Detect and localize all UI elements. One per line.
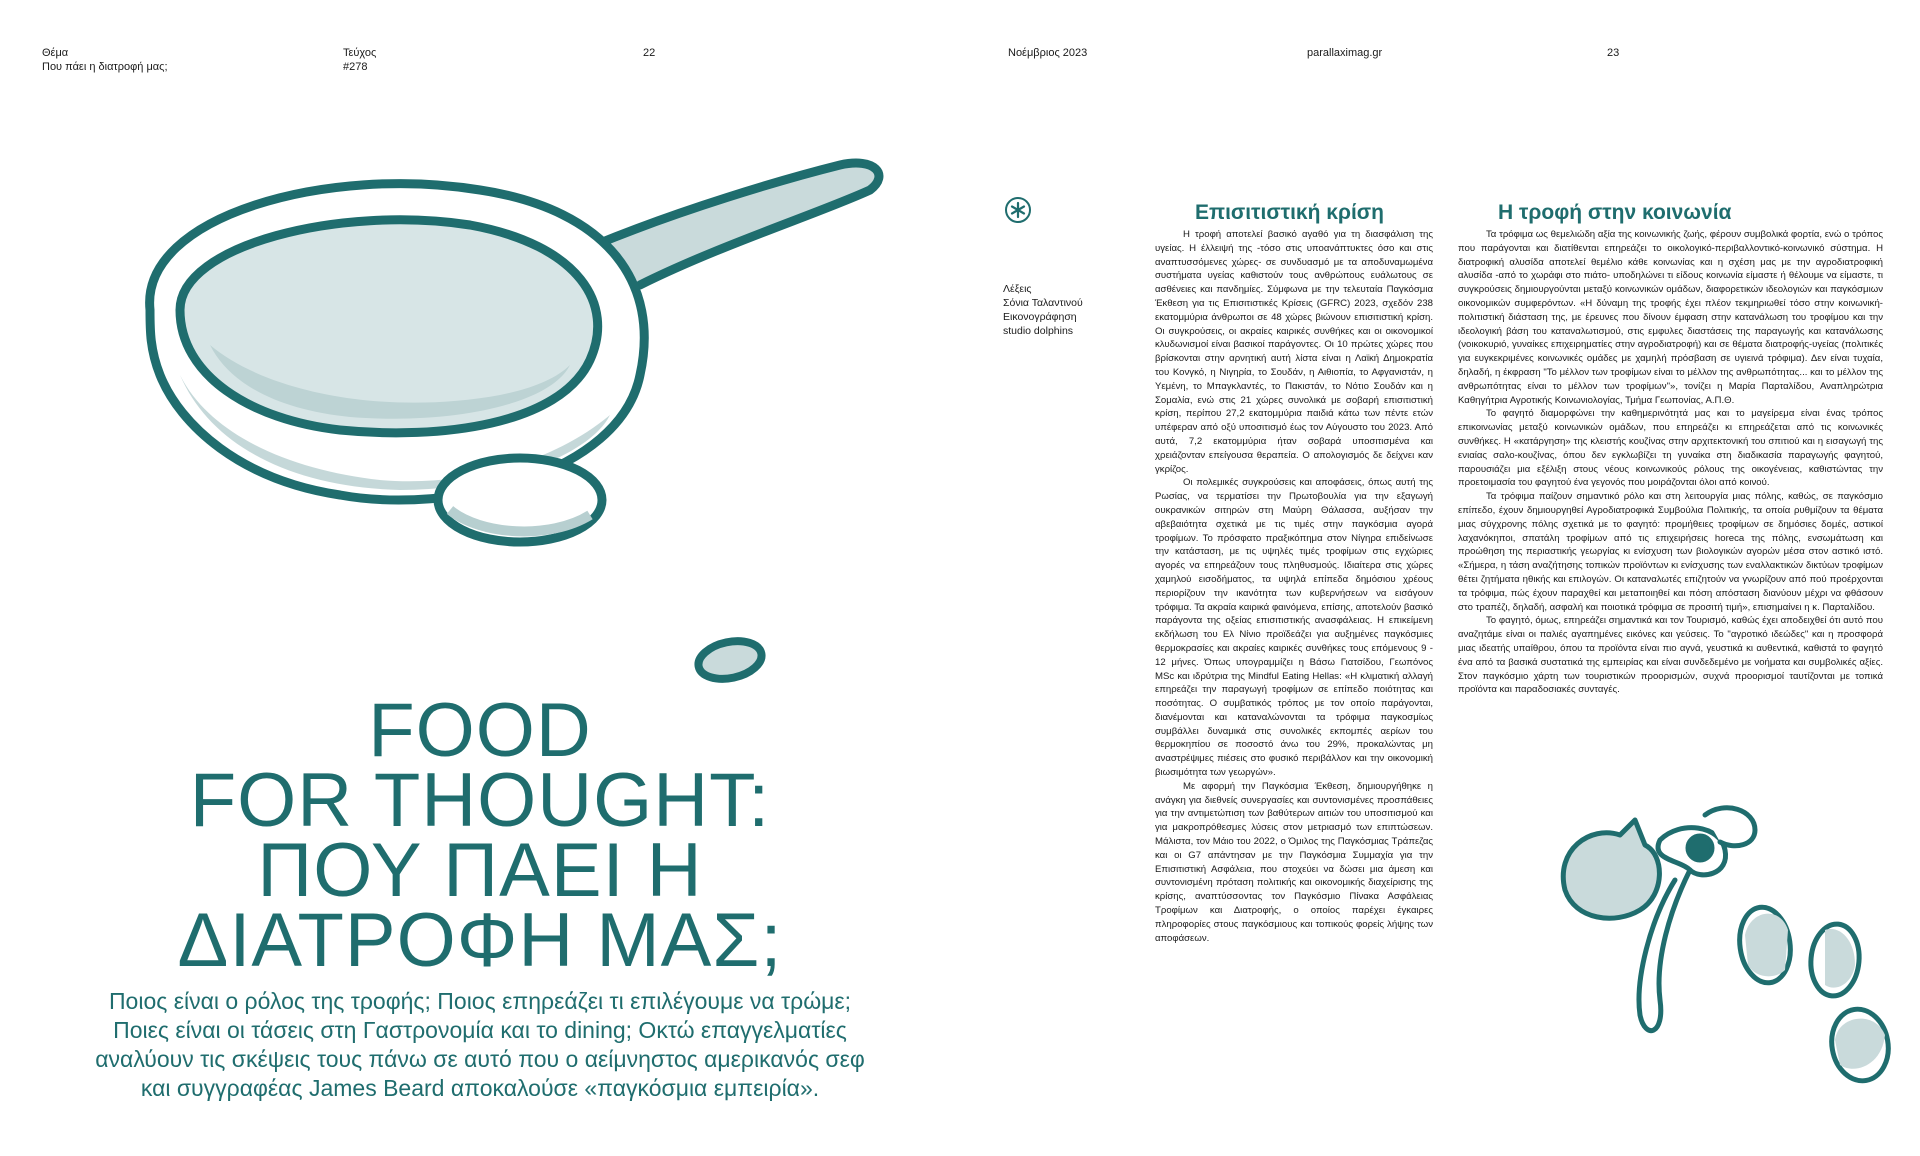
title-line-3: ΠΟΥ ΠΑΕΙ Η — [257, 827, 703, 913]
illustration-label: Εικονογράφηση — [1003, 311, 1077, 323]
issue-number: #278 — [343, 61, 368, 73]
page-number-left: 22 — [643, 47, 656, 59]
standfirst — [40, 987, 920, 1103]
article-column-2 — [1458, 200, 1883, 697]
section-label: Θέμα — [42, 47, 69, 59]
column-2-paragraph: Τα τρόφιμα παίζουν σημαντικό ρόλο και στη λειτουργία μιας πόλης, καθώς, σε παγκόσμιο επίπεδο, έχουν δημιουργηθεί Αγροδιατροφικά Συμβούλια Πολιτικής, τα οποία ρυθμίζουν τα θέματα μιας σύγχρονης πόλης σχετικά με το φαγητό: προμήθειες τροφίμων σε δημόσιες δομές, αστικοί λαχανόκηποι, σπατάλη τροφίμων από τις επιχειρήσεις horeca της πόλης, ενσωμάτωση και προώθηση της περιαστικής γεωργίας κι ενίσχυση των βιολογικών αγορών μέσα στον αστικό ιστό. «Σήμερα, η τάση αναζήτησης τοπικών προϊόντων κι ενίσχυσης των εναλλακτικών δικτύων τροφίμων θέτει ζητήματα ηθικής και επιλογών. Οι καταναλωτές επιζητούν να γνωρίζουν από πού προέρχονται τα τρόφιμα, πώς έχουν παραχθεί και μεταποιηθεί και πόση απόσταση διανύουν μέχρι να φθάσουν στο τραπέζι, δηλαδή, ασφαλή και ποιοτικά τρόφιμα σε προσιτή τιμή», επισημαίνει η κ. Παρταλίδου. — [1458, 491, 1883, 613]
page-title — [60, 687, 900, 983]
column-1-paragraph: Η τροφή αποτελεί βασικό αγαθό για τη διασφάλιση της υγείας. Η έλλειψή της -τόσο στις υποανάπτυκτες όσο και στις αναπτυσσόμενες χώρες- σε συνδυασμό με τα αποδυναμωμένα συστήματα υγείας καθιστούν τους ανθρώπους ευάλωτους σε ασθένειες και πανδημίες. Σύμφωνα με την τελευταία Παγκόσμια Έκθεση για τις Επισιτιστικές Κρίσεις (GFRC) 2023, σχεδόν 238 εκατομμύρια άνθρωποι σε 48 χώρες βιώνουν επισιτιστική κρίση. Οι συγκρούσεις, οι ακραίες καιρικές συνθήκες και οι οικονομικοί κλυδωνισμοί είναι βασικοί παράγοντες. Οι 10 πρώτες χώρες που βρίσκονται στην αρνητική αυτή λίστα είναι η Λαϊκή Δημοκρατία του Κονγκό, η Νιγηρία, το Σουδάν, η Αιθιοπία, το Αφγανιστάν, η Υεμένη, το Μπαγκλαντές, το Πακιστάν, το Νότιο Σουδάν και η Σομαλία, ενώ στις 21 χώρες συνολικά με σοβαρή επισιτιστική κρίση, περίπου 27,2 εκατομμύρια παιδιά κάτω των πέντε ετών υπέφεραν από οξύ υποσιτισμό έως τον Αύγουστο του 2023. Από αυτά, 7,2 εκατομμύρια ήταν σοβαρά υποσιτισμένα και χρειάζονταν επείγουσα θεραπεία. Ο απολογισμός δε δείχνει καν γκρίζος. — [1155, 229, 1433, 475]
title-line-2: FOR THOUGHT: — [189, 757, 771, 843]
title-line-1: FOOD — [368, 687, 592, 773]
author-name: Σόνια Ταλαντινού — [1003, 297, 1083, 309]
header-section — [42, 46, 168, 74]
deck-line-1: Ποιος είναι ο ρόλος της τροφής; Ποιος επηρεάζει τι επιλέγουμε να τρώμε; — [108, 988, 852, 1014]
column-1-paragraph: Με αφορμή την Παγκόσμια Έκθεση, δημιουργήθηκε η ανάγκη για διεθνείς συνεργασίες και συντονισμένες προσπάθειες για την αντιμετώπιση των βαθύτερων αιτιών του υποσιτισμού και για μακροπρόθεσμες λύσεις στον μετριασμό των επιπτώσεων. Μάλιστα, τον Μάιο του 2022, ο Όμιλος της Παγκόσμιας Τράπεζας και οι G7 απάντησαν με την Παγκόσμια Συμμαχία για την Επισιτιστική Ασφάλεια, που στοχεύει να δώσει μια άμεση και συντονισμένη πρόταση πολιτικής και οικονομικής διαχείρισης της κρίσης, αναπτύσσοντας τον Παγκόσμιο Πίνακα Ασφάλειας Τροφίμων και Διατροφής, ο οποίος παρέχει έγκαιρες πληροφορίες στους παγκόσμιους και τοπικούς φορείς λήψης των αποφάσεων. — [1155, 780, 1433, 944]
title-line-4: ΔΙΑΤΡΟΦΗ ΜΑΣ; — [177, 897, 783, 983]
column-2-heading: Η τροφή στην κοινωνία — [1498, 201, 1732, 224]
asterisk-star-icon — [1004, 196, 1032, 224]
column-2-paragraph: Το φαγητό, όμως, επηρεάζει σημαντικά και τον Τουρισμό, καθώς έχει αποδειχθεί ότι αυτό που αναζητάμε είναι οι παλιές αγαπημένες εικόνες και γεύσεις. Το "αγροτικό ιδεώδες" και η προσφορά μιας ιδεατής υπαίθρου, όπου τα προϊόντα είναι πιο αγνά, γευστικά κι αυθεντικά, καθιστά το φαγητό ένα από τα βασικά συστατικά της εμπειρίας και είναι συνδεδεμένο με νοήματα και συμβολικές αξίες. Στον παγκόσμιο χάρτη των τουριστικών προορισμών, συχνά προορισμοί ταυτίζονται με τοπικά προϊόντα και παραδοσιακές συνταγές. — [1458, 615, 1883, 696]
header-date: Νοέμβριος 2023 — [1008, 47, 1088, 59]
issue-label: Τεύχος — [343, 47, 377, 59]
small-oval-illustration — [690, 630, 770, 690]
section-title: Που πάει η διατροφή μας; — [42, 61, 168, 73]
column-2-paragraph: Τα τρόφιμα ως θεμελιώδη αξία της κοινωνικής ζωής, φέρουν συμβολικά φορτία, ενώ ο τρόπος που παράγονται και διατίθενται επηρεάζει το οικολογικό-περιβαλλοντικό-κοινωνικό σύστημα. Η διατροφική αλυσίδα αποτελεί θεμέλιο κάθε κοινωνίας και η σχέση μας με την αγροδιατροφική αλυσίδα -από το χωράφι στο πιάτο- υποδηλώνει τι είδους κοινωνία είμαστε ή θέλουμε να είμαστε, τι συγκρούσεις δημιουργούνται μεταξύ κοινωνικών ομάδων, διαφορετικών ιδεολογιών και παγκόσμιων οικονομικών συμφερόντων. «Η δύναμη της τροφής έχει πλέον τεκμηριωθεί τόσο στην κοινωνική-πολιτιστική διάσταση της, με έρευνες που δίνουν έμφαση στην κατανάλωση του τροφίμου και την ιδεολογική βάση του καταναλωτισμού, στις εμφυλες διαστάσεις της παραγωγής και κατανάλωσης (νοικοκυριό, γυναίκες επιχειρηματίες στην αγροδιατροφή) και σε θέματα διατροφής-υγείας (πολιτικές για ευγκεκριμένες κοινωνικές ομάδες με χαμηλή πρόσβαση σε υγιεινά τρόφιμα). Δεν είναι τυχαία, δηλαδή, η έκφραση "Το μέλλον των τροφίμων είναι το μέλλον της ανθρωπότητας... και το μέλλον της ανθρωπότητας είναι το μέλλον των τροφίμων"», τονίζει η Μαρία Παρταλίδου, Αναπληρώτρια Καθηγήτρια Αγροτικής Κοινωνιολογίας, Τμήμα Γεωπονίας, Α.Π.Θ. — [1458, 229, 1883, 406]
header-issue — [343, 46, 376, 74]
credits — [1003, 282, 1083, 338]
article-column-1 — [1155, 200, 1433, 945]
words-label: Λέξεις — [1003, 283, 1032, 295]
frying-pan-illustration — [120, 95, 900, 555]
page-number-right: 23 — [1607, 47, 1620, 59]
column-1-heading: Επισιτιστική κρίση — [1195, 201, 1384, 224]
deck-line-2: Ποιες είναι οι τάσεις στη Γαστρονομία και το dining; Οκτώ επαγγελματίες — [113, 1017, 847, 1043]
deck-line-3: αναλύουν τις σκέψεις τους πάνω σε αυτό που ο αείμνηστος αμερικανός σεφ — [95, 1046, 865, 1072]
column-1-paragraph: Οι πολεμικές συγκρούσεις και αποφάσεις, όπως αυτή της Ρωσίας, να τερματίσει την Πρωτοβουλία για την εξαγωγή ουκρανικών σιτηρών στη Μαύρη Θάλασσα, αυξήσαν την αβεβαιότητα σχετικά με τις τιμές στην παγκόσμια αγορά τροφίμων. Το πρόσφατο πραξικόπημα στον Νίγηρα επιδείνωσε την κατάσταση, με τις υψηλές τιμές τροφίμων στις εγχώριες αγορές να επηρεάζουν τους πληθυσμούς. Ιδιαίτερα στις χώρες χαμηλού εισοδήματος, τα υψηλά επίπεδα δημόσιου χρέους περιορίζουν την ικανότητα των κυβερνήσεων να εισάγουν τρόφιμα. Τα ακραία καιρικά φαινόμενα, επίσης, αποτελούν βασικό παράγοντα της οξείας επισιτιστικής ανασφάλειας. Η επικείμενη εκδήλωση του Ελ Νίνιο προϊδεάζει για αυξημένες παγκόσμιες θερμοκρασίες και ακραίες καιρικές συνθήκες τους επόμενους 9 - 12 μήνες. Όπως υπογραμμίζει η Βάσω Γιατσίδου, Γεωπόνος MSc και ιδρύτρια της Mindful Eating Hellas: «Η κλιματική αλλαγή επηρεάζει την παραγωγή τροφίμων σε επίπεδο ποιότητας και ποσότητας. Ο συμβατικός τρόπος με τον οποίο παράγονται, διανέμονται και καταναλώνονται τα τρόφιμα παγκοσμίως συμβάλλει δυναμικά στις συνολικές εκπομπές αερίων του θερμοκηπίου σε ποσοστό άνω του 29%, προκαλώντας μη αναστρέψιμες πιέσεις στο φυσικό περιβάλλον και την οικονομική βιωσιμότητα των γεωργών». — [1155, 477, 1433, 779]
eggs-illustration — [1540, 800, 1900, 1100]
column-2-paragraph: Το φαγητό διαμορφώνει την καθημερινότητά μας και το μαγείρεμα είναι ένας τρόπος επικοινωνίας μεταξύ κοινωνικών ομάδων, που επηρεάζει κι επηρεάζεται από τις κοινωνικές συνθήκες. Η «κατάργηση» της κλειστής κουζίνας στην αρχιτεκτονική του σπιτιού και η εισαγωγή της ενιαίας σαλο-κουζίνας, όπου δεν εγκλωβίζει τη γυναίκα στη διαδικασία παραγωγής φαγητού, παρουσιάζει μια εξέλιξη στους νέους κοινωνικούς ρόλους της οικογένειας, καθιστώντας την προετοιμασία του φαγητού ένα γεγονός που μοιράζονται όλοι από κοινού. — [1458, 408, 1883, 489]
illustrator-name: studio dolphins — [1003, 325, 1074, 337]
deck-line-4: και συγγραφέας James Beard αποκαλούσε «παγκόσμια εμπειρία». — [140, 1075, 820, 1101]
header-website: parallaximag.gr — [1307, 47, 1383, 59]
